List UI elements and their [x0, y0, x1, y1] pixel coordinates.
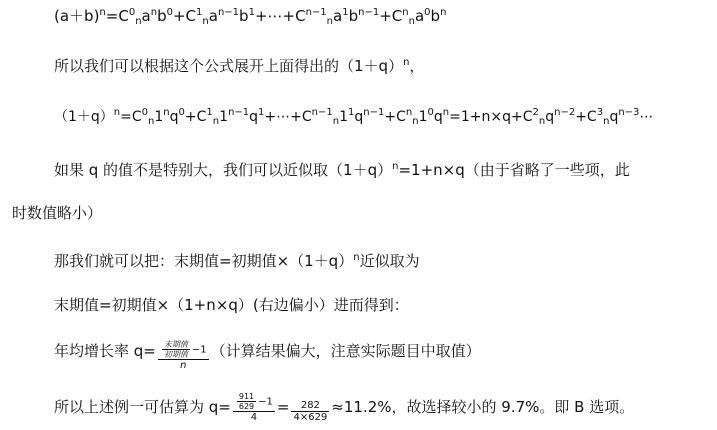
paragraph-end-value-approx: 末期值=初期值×（1+n×q）(右边偏小）进而得到： — [54, 296, 409, 314]
estimate-fraction-2: $\frac{282}{4\times 629}$ — [293, 400, 328, 423]
example-estimate: 所以上述例一可估算为 q= $\frac{911}{629}$ −1 4 = $\frac{282}{4\times 629}$ ≈11.2%，故选择较小的 9.7%。即 B 选项。 — [54, 392, 635, 423]
binomial-formula: $(a+b)^n=C^0_na^nb^0+C^1_na^{n-1}b^1+\cdots+C^{n-1}_na^1b^{n-1}+C^n_na^0b^n$ — [54, 7, 447, 27]
estimate-fraction-1: $\frac{911}{629}$ −1 4 — [233, 392, 275, 423]
growth-rate-fraction: $\frac{\text{末期值}}{\text{初期值}}$ −1 n — [158, 340, 209, 371]
paragraph-end-value: 那我们就可以把：末期值=初期值$\times(1+q)^n$近似取为 — [54, 252, 420, 270]
expansion-formula: $(1+q)^n=C^0_n1^nq^0+C^1_n1^{n-1}q^1+\cdots+C^{n-1}_n1^1q^{n-1}+C^n_n1^0q^n=1+n\times q+C^2_nq^{n-2}+C^3_nq^{n-3}\cdots$ — [54, 107, 654, 127]
paragraph-expand-intro: 所以我们可以根据这个公式展开上面得出的$(1+q)^n$， — [54, 57, 425, 75]
growth-rate-formula: 年均增长率 q= $\frac{\text{末期值}}{\text{初期值}}$ −1 n （计算结果偏大，注意实际题目中取值） — [54, 340, 481, 371]
paragraph-approximation: 如果 q 的值不是特别大，我们可以近似取$(1+q)^n=1+n\times q$（由于省略了一些项，此 — [54, 161, 630, 179]
paragraph-approximation-cont: 时数值略小） — [12, 204, 103, 222]
